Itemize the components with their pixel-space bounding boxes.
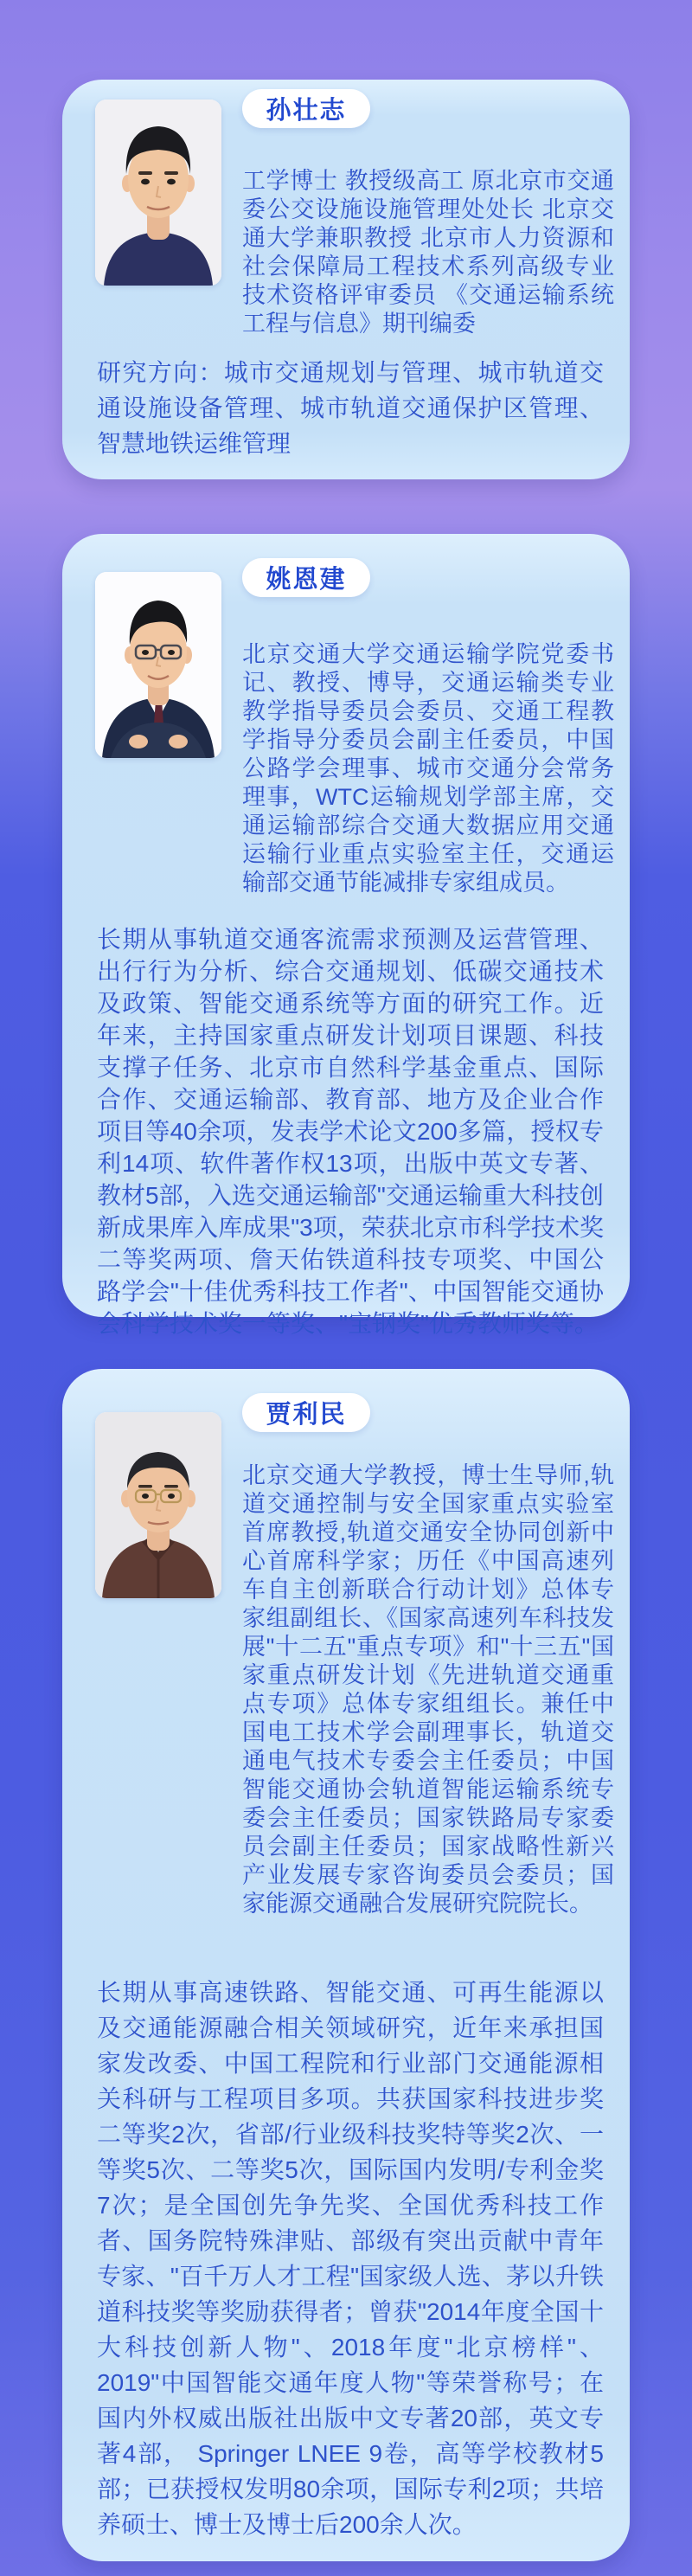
- expert-name: 姚恩建: [266, 566, 347, 594]
- portrait-sun-zhuangzhi-illustration: [95, 100, 221, 286]
- name-badge: [242, 558, 370, 597]
- name-badge: [242, 1393, 370, 1432]
- expert-name: 孙壮志: [266, 97, 347, 125]
- expert-bio-text: 北京交通大学教授，博士生导师,轨道交通控制与安全国家重点实验室首席教授,轨道交通安全协同创新中心首席科学家；历任《中国高速列车自主创新联合行动计划》总体专家组副组长、《国家高速列车科技发展"十二五"重点专项》和"十三五"国家重点研发计划《先进轨道交通重点专项》总体专家组组长。兼任中国电工技术学会副理事长，轨道交通电气技术专委会主任委员；中国智能交通协会轨道智能运输系统专委会主任委员；国家铁路局专家委员会副主任委员；国家战略性新兴产业发展专家咨询委员会委员；国家能源交通融合发展研究院院长。: [242, 1462, 614, 1917]
- portrait-yao-enjian-illustration: [95, 572, 221, 758]
- name-badge: [242, 89, 370, 128]
- profile-card-jia-limin: [62, 1369, 630, 2561]
- expert-research-text: 研究方向：城市交通规划与管理、城市轨道交通设施设备管理、城市轨道交通保护区管理、智慧地铁运维管理: [97, 359, 604, 457]
- expert-bio-text: 工学博士 教授级高工 原北京市交通委公交设施设施管理处处长 北京交通大学兼职教授 北京市人力资源和社会保障局工程技术系列高级专业技术资格评审委员 《交通运输系统工程与信息》期刊编委: [242, 168, 614, 337]
- portrait-photo: [95, 100, 221, 286]
- portrait-photo: [95, 572, 221, 758]
- expert-research-text: 长期从事高速铁路、智能交通、可再生能源以及交通能源融合相关领域研究，近年来承担国家发改委、中国工程院和行业部门交通能源相关科研与工程项目多项。共获国家科技进步奖二等奖2次，省部/行业级科技奖特等奖2次、一等奖5次、二等奖5次，国际国内发明/专利金奖7次；是全国创先争先奖、全国优秀科技工作者、国务院特殊津贴、部级有突出贡献中青年专家、"百千万人才工程"国家级人选、茅以升铁道科技奖等奖励获得者；曾获"2014年度全国十大科技创新人物"、2018年度"北京榜样"、2019"中国智能交通年度人物"等荣誉称号；在国内外权威出版社出版中文专著20部，英文专著4部， Springer LNEE 9卷，高等学校教材5部；已获授权发明80余项，国际专利2项；共培养硕士、博士及博士后200余人次。: [97, 1979, 604, 2538]
- expert-bio-text: 北京交通大学交通运输学院党委书记、教授、博导，交通运输类专业教学指导委员会委员、交通工程教学指导分委员会副主任委员，中国公路学会理事、城市交通分会常务理事，WTC运输规划学部主席，交通运输部综合交通大数据应用交通运输行业重点实验室主任，交通运输部交通节能减排专家组成员。: [242, 641, 614, 896]
- profile-card-sun-zhuangzhi: [62, 80, 630, 479]
- expert-name: 贾利民: [266, 1401, 347, 1429]
- expert-research-text: 长期从事轨道交通客流需求预测及运营管理、出行行为分析、综合交通规划、低碳交通技术及政策、智能交通系统等方面的研究工作。近年来，主持国家重点研发计划项目课题、科技支撑子任务、北京市自然科学基金重点、国际合作、交通运输部、教育部、地方及企业合作项目等40余项，发表学术论文200多篇，授权专利14项、软件著作权13项，出版中英文专著、教材5部，入选交通运输部"交通运输重大科技创新成果库入库成果"3项，荣获北京市科学技术奖二等奖两项、詹天佑铁道科技专项奖、中国公路学会"十佳优秀科技工作者"、中国智能交通协会科学技术奖一等奖、"宝钢奖"优秀教师奖等。: [97, 926, 604, 1337]
- profile-card-yao-enjian: [62, 534, 630, 1337]
- portrait-photo: [95, 1412, 221, 1598]
- portrait-jia-limin-illustration: [95, 1412, 221, 1598]
